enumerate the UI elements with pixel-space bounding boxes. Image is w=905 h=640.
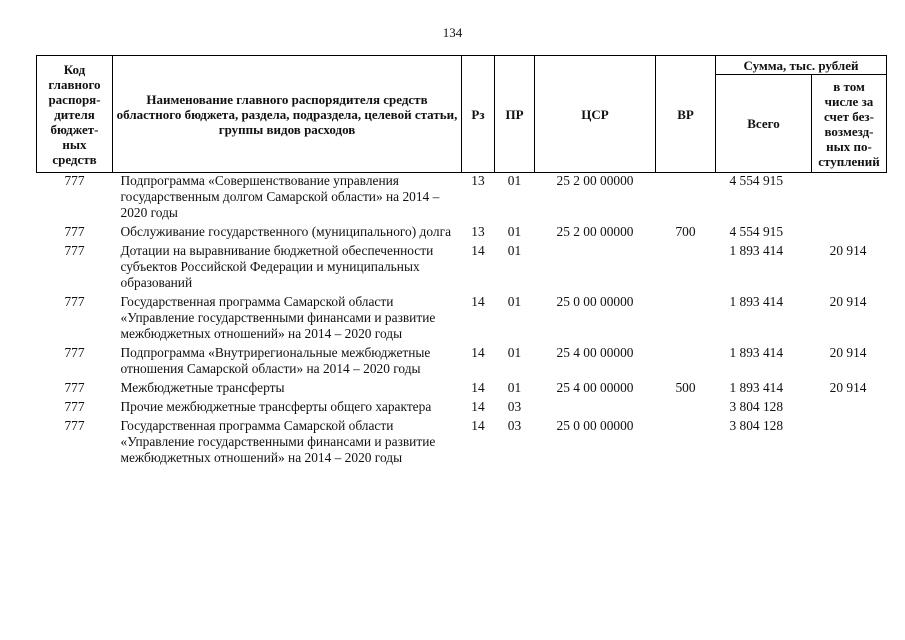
cell-incl: 20 914 [829,243,867,258]
cell-csr [535,399,656,418]
cell-pr: 03 [507,399,522,414]
cell-vr [656,345,716,380]
header-sum: Сумма, тыс. рублей [716,56,887,75]
cell-code: 777 [64,380,85,395]
table-row [37,380,887,399]
cell-name: Подпрограмма «Совершенствование управления государственным долгом Самарской области» на 2014 – 2020 годы [120,173,440,220]
cell-name: Государственная программа Самарской области «Управление государственными финансами и развитие межбюджетных отношений» на 2014 – 2020 годы [120,294,436,341]
page-number: 134 [442,25,463,40]
cell-name: Подпрограмма «Внутрирегиональные межбюджетные отношения Самарской области» на 2014 – 2020 годы [120,345,431,376]
cell-rz: 14 [471,380,485,395]
cell-vr [656,173,716,225]
cell-csr: 25 4 00 00000 [556,345,634,360]
cell-csr: 25 0 00 00000 [556,418,634,433]
header-incl: в том числе за счет без- возмезд- ных по- ступлений [812,75,887,173]
table-row [37,173,887,225]
cell-pr: 01 [507,380,522,395]
cell-vr: 700 [675,224,696,239]
header-total: Всего [716,75,812,173]
cell-csr: 25 2 00 00000 [556,224,634,239]
cell-pr: 03 [507,418,522,433]
cell-code: 777 [64,224,85,239]
cell-code: 777 [64,418,85,433]
cell-total: 3 804 128 [729,399,784,414]
cell-rz: 14 [471,294,485,309]
cell-name: Прочие межбюджетные трансферты общего характера [120,399,432,414]
cell-name: Обслуживание государственного (муниципального) долга [120,224,452,239]
header-name: Наименование главного распорядителя средств областного бюджета, раздела, подраздела, целевой статьи, группы видов расходов [113,56,462,173]
cell-code: 777 [64,294,85,309]
header-rz: Рз [462,56,495,173]
cell-pr: 01 [507,224,522,239]
table-row [37,294,887,345]
cell-total: 4 554 915 [729,173,784,188]
cell-pr: 01 [507,345,522,360]
cell-incl [812,173,887,225]
cell-total: 1 893 414 [729,243,784,258]
cell-name: Государственная программа Самарской области «Управление государственными финансами и развитие межбюджетных отношений» на 2014 – 2020 годы [120,418,436,465]
table-row [37,345,887,380]
cell-csr: 25 0 00 00000 [556,294,634,309]
cell-rz: 14 [471,345,485,360]
cell-name: Дотации на выравнивание бюджетной обеспеченности субъектов Российской Федерации и муниципальных образований [120,243,434,290]
cell-rz: 13 [471,173,485,188]
cell-csr: 25 4 00 00000 [556,380,634,395]
cell-total: 1 893 414 [729,345,784,360]
cell-vr [656,243,716,294]
cell-vr [656,418,716,469]
cell-incl [812,418,887,469]
header-csr: ЦСР [535,56,656,173]
cell-pr: 01 [507,294,522,309]
cell-csr [535,243,656,294]
cell-incl: 20 914 [829,380,867,395]
cell-total: 4 554 915 [729,224,784,239]
cell-rz: 13 [471,224,485,239]
cell-total: 1 893 414 [729,294,784,309]
cell-pr: 01 [507,173,522,188]
cell-vr [656,294,716,345]
cell-vr: 500 [675,380,696,395]
cell-code: 777 [64,243,85,258]
table-row [37,399,887,418]
header-code: Код главного распоря- дителя бюджет- ных средств [37,56,113,173]
table-row [37,224,887,243]
cell-code: 777 [64,345,85,360]
table-row [37,243,887,294]
cell-incl: 20 914 [829,294,867,309]
budget-table [36,55,887,469]
header-pr: ПР [495,56,535,173]
cell-rz: 14 [471,399,485,414]
cell-code: 777 [64,399,85,414]
cell-incl: 20 914 [829,345,867,360]
cell-incl [812,224,887,243]
cell-name: Межбюджетные трансферты [120,380,285,395]
cell-incl [812,399,887,418]
header-vr: ВР [656,56,716,173]
cell-total: 3 804 128 [729,418,784,433]
cell-total: 1 893 414 [729,380,784,395]
cell-rz: 14 [471,418,485,433]
table-body [37,173,887,470]
cell-rz: 14 [471,243,485,258]
cell-vr [656,399,716,418]
cell-code: 777 [64,173,85,188]
cell-csr: 25 2 00 00000 [556,173,634,188]
table-row [37,418,887,469]
cell-pr: 01 [507,243,522,258]
